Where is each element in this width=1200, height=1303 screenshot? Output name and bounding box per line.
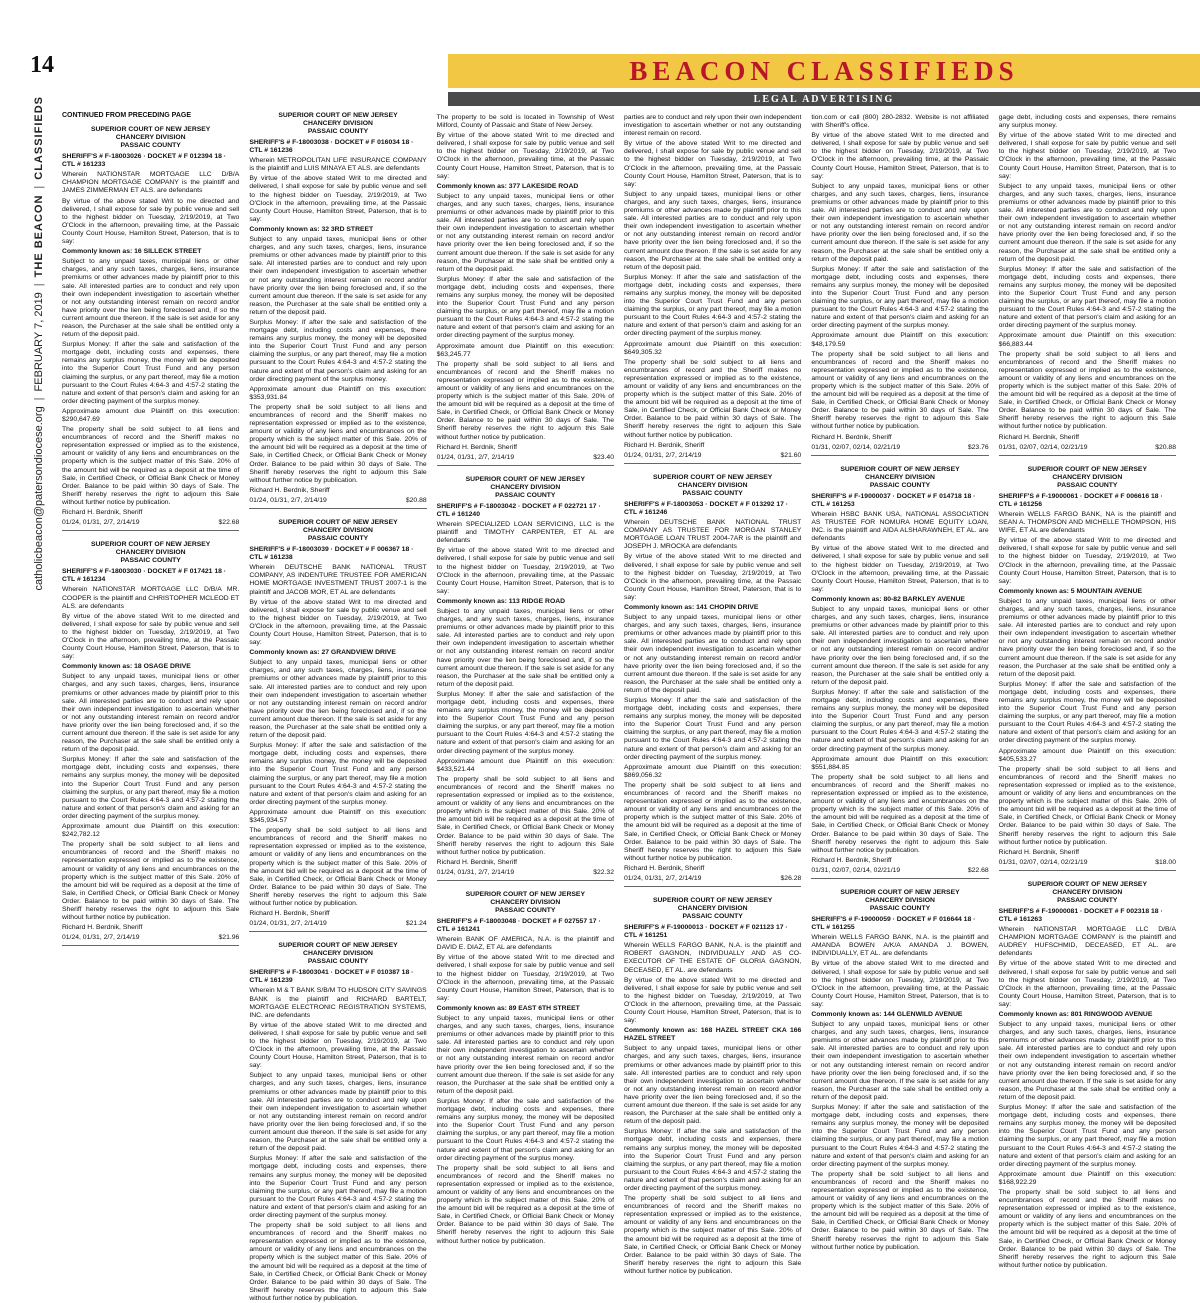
court-division: CHANCERY DIVISION [115,134,186,142]
amount-due: Approximate amount due Plaintiff on this execution: $353,931.84 [249,385,427,401]
publication-dates: 01/31, 02/07, 02/14, 02/21/19 [811,866,901,874]
sheriff-name: Richard H. Berdnik, Sheriff [436,443,517,451]
surplus-terms: Surplus Money: If after the sale and satisfaction of the mortgage debt, including costs and expenses, there remains any surplus money, the money will be deposited into the Superior Court Trust Fund and any person claiming the surplus, or any part thereof, may file a motion pursuant to the Court Rules 4:64-3 and 4:57-2 stating the nature and extent of that person's claim and asking for an order directing payment of the surplus money. [623,1128,802,1192]
sale-terms: By virtue of the above stated Writ to me directed and delivered, I shall expose for sale by public venue and sell to the highest bidder on Tuesday, 2/19/2019, at Two O'Clock in the afternoon, prevailing time, at the Passaic County Court House, Hamilton Street, Paterson, that is to say: [623,553,802,601]
notice-fee: $18.00 [1155,858,1176,866]
side-paper: THE BEACON [33,194,45,278]
sale-terms: By virtue of the above stated Writ to me directed and delivered, I shall expose for sale by public venue and sell to the highest bidder on Tuesday, 2/19/2019, at Two O'Clock in the afternoon, prevailing time, at the Passaic County Court House, Hamilton Street, Paterson, that is to say: [62,612,240,661]
surplus-terms: Surplus Money: If after the sale and satisfaction of the mortgage debt, including costs and expenses, there remains any surplus money, the money will be deposited into the Superior Court Trust Fund and any person claiming the surplus, or any part thereof, may file a motion pursuant to the Court Rules 4:64-3 and 4:57-2 stating the nature and extent of that person's claim and asking for an order directing payment of the surplus money. [998,680,1176,745]
court-name: SUPERIOR COURT OF NEW JERSEY [840,888,960,896]
court-name: SUPERIOR COURT OF NEW JERSEY [278,519,398,527]
legal-notice [249,112,426,509]
court-name: SUPERIOR COURT OF NEW JERSEY [652,473,773,481]
property-address: Commonly known as: 89 EAST 6TH STREET [436,1004,580,1012]
publication-dates: 01/24, 01/31, 2/7, 2/14/19 [62,934,140,942]
parties-text: Wherein WELLS FARGO BANK, NA is the plaintiff and SEAN A. THOMPSON AND MICHELLE THOMPSON, HIS WIFE, ET AL are defendants [998,510,1176,535]
section-bar [448,92,1200,106]
closing-terms: The property shall be sold subject to all liens and encumbrances of record and the Sheriff makes no representation expressed or implied as to the existence, amount or validity of any liens and encumbrances on the property which is the subject matter of this Sale. 20% of the amount bid will be required as a deposit at the time of Sale, in Certified Check, or Official Bank Check or Money Order. Balance to be paid within 30 days of Sale. The Sheriff hereby reserves the right to adjourn this Sale without further notice by publication. [249,403,427,484]
property-address: Commonly known as: 801 RINGWOOD AVENUE [998,1011,1153,1018]
sale-terms: By virtue of the above stated Writ to me directed and delivered, I shall expose for sale by public venue and sell to the highest bidder on Tuesday, 2/19/2019, at Two O'Clock in the afternoon, prevailing time, at the Passaic County Court House, Hamilton Street, Paterson, that is to say: [998,132,1176,180]
surplus-terms: Surplus Money: If after the sale and satisfaction of the mortgage debt, including costs and expenses, there remains any surplus money, the money will be deposited into the Superior Court Trust Fund and any person claiming the surplus, or any part thereof, may file a motion pursuant to the Court Rules 4:64-3 and 4:57-2 stating the nature and extent of that person's claim and asking for an order directing payment of the surplus money. [249,318,427,383]
property-address: Commonly known as: 5 MOUNTAIN AVENUE [998,587,1143,595]
surplus-terms: Surplus Money: If after the sale and satisfaction of the mortgage debt, including costs and expenses, there remains any surplus money, the money will be deposited into the Superior Court Trust Fund and any person claiming the surplus, or any part thereof, may file a motion pursuant to the Court Rules 4:64-3 and 4:57-2 stating the nature and extent of that person's claim and asking for an order directing payment of the surplus money. [249,742,427,806]
publication-dates: 01/24, 01/31, 2/7, 2/14/19 [249,496,327,504]
publication-dates: 01/24, 01/31, 2/7, 2/14/19 [623,874,702,882]
publication-line [437,454,614,462]
side-section: CLASSIFIEDS [33,96,45,180]
surplus-terms: Surplus Money: If after the sale and satisfaction of the mortgage debt, including costs and expenses, there remains any surplus money, the money will be deposited into the Superior Court Trust Fund and any person claiming the surplus, or any part thereof, may file a motion pursuant to the Court Rules 4:64-3 and 4:57-2 stating the nature and extent of that person's claim and asking for an order directing payment of the surplus money. [623,697,802,761]
publication-line [249,920,426,928]
subject-terms: Subject to any unpaid taxes, municipal liens or other charges, and any such taxes, charges, liens, insurance premiums or other advances made by plaintiff prior to this sale. All interested parties are to conduct and rely upon their own independent investigation to ascertain whether or not any outstanding interest remain on record and/or have priority over the lien being foreclosed and, if so the current amount due thereon. If the sale is set aside for any reason, the Purchaser at the sale shall be entitled only a return of the deposit paid. [62,673,240,754]
property-address: Commonly known as: 144 GLENWILD AVENUE [811,1011,963,1018]
court-county: PASSAIC COUNTY [120,557,181,565]
closing-terms: The property shall be sold subject to all liens and encumbrances of record and the Sheriff makes no representation expressed or implied as to the existence, amount or validity of any liens and encumbrances on the property which is the subject matter of this Sale. 20% of the amount bid will be required as a deposit at the time of Sale, in Certified Check, or Official Bank Check or Money Order. Balance to be paid within 30 days of Sale. The Sheriff hereby reserves the right to adjourn this Sale without further notice by publication. [436,1164,614,1245]
legal-notice [624,474,801,887]
legal-notice [811,114,988,456]
court-division: CHANCERY DIVISION [303,527,373,535]
closing-terms: The property shall be sold subject to all liens and encumbrances of record and the Sheriff makes no representation expressed or implied as to the existence, amount or validity of any liens and encumbrances on the property which is the subject matter of this Sale. 20% of the amount bid will be required as a deposit at the time of Sale, in Certified Check, or Official Bank Check or Money Order. Balance to be paid within 30 days of Sale. The Sheriff hereby reserves the right to adjourn this Sale without further notice by publication. [436,360,614,441]
subject-terms: Subject to any unpaid taxes, municipal liens or other charges, and any such taxes, charges, liens, insurance premiums or other advances made by plaintiff prior to this sale. All interested parties are to conduct and rely upon their own independent investigation to ascertain whether or not any outstanding interest remain on record and/or have priority over the lien being foreclosed and, if so the current amount due thereon. If the sale is set aside for any reason, the Purchaser at the sale shall be entitled only a return of the deposit paid. [811,605,989,686]
amount-due: Approximate amount due Plaintiff on this execution: $242,782.12 [62,823,240,839]
notice-divider [249,931,426,932]
legal-notice [437,891,614,1246]
subject-terms: Subject to any unpaid taxes, municipal liens or other charges, and any such taxes, charges, liens, insurance premiums or other advances made by plaintiff prior to this sale. All interested parties are to conduct and rely upon their own independent investigation to ascertain whether or not any outstanding interest remain on record and/or have priority over the lien being foreclosed and, if so the current amount due thereon. If the sale is set aside for any reason, the Purchaser at the sale shall be entitled only a return of the deposit paid. [249,659,427,740]
notice-divider [811,878,988,879]
sheriff-name: Richard H. Berdnik, Sheriff [436,858,517,866]
closing-terms: The property shall be sold subject to all liens and encumbrances of record and the Sheriff makes no representation expressed or implied as to the existence, amount or validity of any liens and encumbrances on the property which is the subject matter of this Sale. 20% of the amount bid will be required as a deposit at the time of Sale, in Certified Check, or Official Bank Check or Money Order. Balance to be paid within 30 days of Sale. The Sheriff hereby reserves the right to adjourn this Sale without further notice by publication. [249,1222,427,1302]
property-address: Commonly known as: 80-82 BARKLEY AVENUE [811,595,965,603]
closing-terms: The property shall be sold subject to all liens and encumbrances of record and the Sheriff makes no representation expressed or implied as to the existence, amount or validity of any liens and encumbrances on the property which is the subject matter of this Sale. 20% of the amount bid will be required as a deposit at the time of Sale, in Certified Check, or Official Bank Check or Money Order. Balance to be paid within 30 days of Sale. The Sheriff hereby reserves the right to adjourn this Sale without further notice by publication. [998,1188,1176,1269]
parties-text: Wherein BANK OF AMERICA, N.A. is the plaintiff and DAVID E. DIAZ, ET AL are defendants [436,936,614,952]
parties-text: Wherein DEUTSCHE BANK NATIONAL TRUST COMPANY AS TRUSTEE FOR MORGAN STANLEY MORTGAGE LOAN TRUST 2004-7AR is the plaintiff and JOSEPH J. MROCKA are defendants [623,519,802,551]
notice-divider [437,880,614,881]
subject-terms: Subject to any unpaid taxes, municipal liens or other charges, and any such taxes, charges, liens, insurance premiums or other advances made by plaintiff prior to this sale. All interested parties are to conduct and rely upon their own independent investigation to ascertain whether or not any outstanding interest remain on record and/or have priority over the lien being foreclosed and, if so the current amount due thereon. If the sale is set aside for any reason, the Purchaser at the sale shall be entitled only a return of the deposit paid. [998,182,1176,263]
legal-column [998,112,1176,1269]
docket-info: SHERIFF'S # F-18003039 · DOCKET # F 006367 18 · CTL # 161238 [249,546,414,562]
amount-due: Approximate amount due Plaintiff on this execution: $63,245.77 [436,342,614,358]
closing-terms: The property shall be sold subject to all liens and encumbrances of record and the Sheriff makes no representation expressed or implied as to the existence, amount or validity of any liens and encumbrances on the property which is the subject matter of this Sale. 20% of the amount bid will be required as a deposit at the time of Sale, in Certified Check, or Official Bank Check or Money Order. Balance to be paid within 30 days of Sale. The Sheriff hereby reserves the right to adjourn this Sale without further notice by publication. [811,773,989,854]
property-address: Commonly known as: 377 LAKESIDE ROAD [436,182,579,190]
subject-terms: Subject to any unpaid taxes, municipal liens or other charges, and any such taxes, charges, liens, insurance premiums or other advances made by plaintiff prior to this sale. All interested parties are to conduct and rely upon their own independent investigation to ascertain whether or not any outstanding interest remain on record and/or have priority over the lien being foreclosed and, if so the current amount due thereon. If the sale is set aside for any reason, the Purchaser at the sale shall be entitled only a return of the deposit paid. [623,614,802,694]
notice-fee: $23.40 [593,453,614,461]
notice-fee: $23.76 [967,443,989,451]
notice-divider [624,886,801,887]
court-name: SUPERIOR COURT OF NEW JERSEY [90,541,211,549]
legal-column [623,112,802,1275]
subject-terms: Subject to any unpaid taxes, municipal liens or other charges, and any such taxes, charges, liens, insurance premiums or other advances made by plaintiff prior to this sale. All interested parties are to conduct and rely upon their own independent investigation to ascertain whether or not any outstanding interest remain on record and/or have priority over the lien being foreclosed and, if so the current amount due thereon. If the sale is set aside for any reason, the Purchaser at the sale shall be entitled only a return of the deposit paid. [436,607,614,688]
parties-text: Wherein DEUTSCHE BANK NATIONAL TRUST COMPANY, AS INDENTURE TRUSTEE FOR AMERICAN HOME MORTGAGE INVESTMENT TRUST 2007-1 is the plaintiff and JACOB MOR, ET AL are defendants [249,564,427,596]
subject-terms: Subject to any unpaid taxes, municipal liens or other charges, and any such taxes, charges, liens, insurance premiums or other advances made by plaintiff prior to this sale. All interested parties are to conduct and rely upon their own independent investigation to ascertain whether or not any outstanding interest remain on record and/or have priority over the lien being foreclosed and, if so the current amount due thereon. If the sale is set aside for any reason, the Purchaser at the sale shall be entitled only a return of the deposit paid. [62,258,240,339]
publication-line [249,497,426,505]
court-division: CHANCERY DIVISION [303,950,373,958]
closing-terms: The property shall be sold subject to all liens and encumbrances of record and the Sheriff makes no representation expressed or implied as to the existence, amount or validity of any liens and encumbrances on the property which is the subject matter of this Sale. 20% of the amount bid will be required as a deposit at the time of Sale, in Certified Check, or Official Bank Check or Money Order. Balance to be paid within 30 days of Sale. The Sheriff hereby reserves the right to adjourn this Sale without further notice by publication. [62,841,240,922]
notice-fee: $22.68 [218,519,240,527]
legal-notice [811,466,988,879]
court-division: CHANCERY DIVISION [865,473,935,481]
closing-terms: The property shall be sold subject to all liens and encumbrances of record and the Sheriff makes no representation expressed or implied as to the existence, amount or validity of any liens and encumbrances on the property which is the subject matter of this Sale. 20% of the amount bid will be required as a deposit at the time of Sale, in Certified Check, or Official Bank Check or Money Order. Balance to be paid within 30 days of Sale. The Sheriff hereby reserves the right to adjourn this Sale without further notice by publication. [249,827,427,907]
subject-terms: Subject to any unpaid taxes, municipal liens or other charges, and any such taxes, charges, liens, insurance premiums or other advances made by plaintiff prior to this sale. All interested parties are to conduct and rely upon their own independent investigation to ascertain whether or not any outstanding interest remain on record and/or have priority over the lien being foreclosed and, if so the current amount due thereon. If the sale is set aside for any reason, the Purchaser at the sale shall be entitled only a return of the deposit paid. [811,1021,989,1101]
subject-terms: Subject to any unpaid taxes, municipal liens or other charges, and any such taxes, charges, liens, insurance premiums or other advances made by plaintiff prior to this sale. All interested parties are to conduct and rely upon their own independent investigation to ascertain whether or not any outstanding interest remain on record and/or have priority over the lien being foreclosed and, if so the current amount due thereon. If the sale is set aside for any reason, the Purchaser at the sale shall be entitled only a return of the deposit paid. [249,236,427,316]
publication-dates: 01/24, 01/31, 2/7, 2/14/19 [436,868,515,876]
docket-info: SHERIFF'S # F-19000013 · DOCKET # F 021123 17 · CTL # 161251 [623,924,788,940]
property-address: Commonly known as: 16 SILLECK STREET [62,248,202,256]
legal-columns [62,112,1176,1302]
publication-line [437,869,614,877]
court-county: PASSAIC COUNTY [1057,481,1118,489]
sale-terms: By virtue of the above stated Writ to me directed and delivered, I shall expose for sale by public venue and sell to the highest bidder on Tuesday, 2/19/2019, at Two O'Clock in the afternoon, prevailing time, at the Passaic County Court House, Hamilton Street, Paterson, that is to say: [811,960,989,1008]
docket-info: SHERIFF'S # F-19000037 · DOCKET # F 014718 18 · CTL # 161253 [811,492,976,508]
docket-info: SHERIFF'S # F-19000059 · DOCKET # F 016644 18 · CTL # 161255 [811,915,976,932]
surplus-terms: Surplus Money: If after the sale and satisfaction of the mortgage debt, including costs and expenses, there remains any surplus money, the money will be deposited into the Superior Court Trust Fund and any person claiming the surplus, or any part thereof, may file a motion pursuant to the Court Rules 4:64-3 and 4:57-2 stating the nature and extent of that person's claim and asking for an order directing payment of the surplus money. [623,273,802,338]
sale-terms: By virtue of the above stated Writ to me directed and delivered, I shall expose for sale by public venue and sell to the highest bidder on Tuesday, 2/19/2019, at Two O'Clock in the afternoon, prevailing time, at the Passaic County Court House, Hamilton Street, Paterson, that is to say: [811,545,989,593]
closing-terms: The property shall be sold subject to all liens and encumbrances of record and the Sheriff makes no representation expressed or implied as to the existence, amount or validity of any liens and encumbrances on the property which is the subject matter of this Sale. 20% of the amount bid will be required as a deposit at the time of Sale, in Certified Check, or Official Bank Check or Money Order. Balance to be paid within 30 days of Sale. The Sheriff hereby reserves the right to adjourn this Sale without further notice by publication. [623,1195,802,1275]
surplus-terms: Surplus Money: If after the sale and satisfaction of the mortgage debt, including costs and expenses, there remains any surplus money, the money will be deposited into the Superior Court Trust Fund and any person claiming the surplus, or any part thereof, may file a motion pursuant to the Court Rules 4:64-3 and 4:57-2 stating the nature and extent of that person's claim and asking for an order directing payment of the surplus money. [811,265,989,330]
parties-text: parties are to conduct and rely upon their own independent investigation to ascertain whether or not any outstanding interest remain on record. [623,114,802,138]
surplus-terms: Surplus Money: If after the sale and satisfaction of the mortgage debt, including costs and expenses, there remains any surplus money, the money will be deposited into the Superior Court Trust Fund and any person claiming the surplus, or any part thereof, may file a motion pursuant to the Court Rules 4:64-3 and 4:57-2 stating the nature and extent of that person's claim and asking for an order directing payment of the surplus money. [811,688,989,753]
parties-text: Wherein HSBC BANK USA, NATIONAL ASSOCIATION AS TRUSTEE FOR NOMURA HOME EQUITY LOAN, INC. is the plaintiff and AIDA ALSHARAWNEH, ET AL. are defendants [811,510,989,543]
sale-terms: By virtue of the above stated Writ to me directed and delivered, I shall expose for sale by public venue and sell to the highest bidder on Tuesday, 2/19/2019, at Two O'Clock in the afternoon, prevailing time, at the Passaic County Court House, Hamilton Street, Paterson, that is to say: [62,197,240,246]
publication-line [624,452,801,460]
docket-info: SHERIFF'S # F-19000081 · DOCKET # F 002318 18 · CTL # 161263 [998,907,1163,923]
court-name: SUPERIOR COURT OF NEW JERSEY [465,890,585,898]
amount-due: Approximate amount due Plaintiff on this execution: $551,884.85 [811,755,989,771]
notice-divider [62,945,239,946]
parties-text: Wherein METROPOLITAN LIFE INSURANCE COMPANY is the plaintiff and LUIS MINAYA ET ALS. are defendants [249,157,427,173]
subject-terms: Subject to any unpaid taxes, municipal liens or other charges, and any such taxes, charges, liens, insurance premiums or other advances made by plaintiff prior to this sale. All interested parties are to conduct and rely upon their own independent investigation to ascertain whether or not any outstanding interest remain on record and/or have priority over the lien being foreclosed and, if so the current amount due thereon. If the sale is set aside for any reason, the Purchaser at the sale shall be entitled only a return of the deposit paid. [436,192,614,273]
sheriff-name: Richard H. Berdnik, Sheriff [998,433,1079,441]
legal-column [811,112,988,1256]
publication-dates: 01/31, 02/07, 02/14, 02/21/19 [998,443,1088,451]
parties-text: Wherein M & T BANK S/B/M TO HUDSON CITY SAVINGS BANK is the plaintiff and RICHARD BARTELT, MORTGAGE ELECTRONIC REGISTRATION SYSTEMS, INC. are defendants [249,987,427,1019]
notice-fee: $26.28 [780,874,802,882]
closing-terms: The property shall be sold subject to all liens and encumbrances of record and the Sheriff makes no representation expressed or implied as to the existence, amount or validity of any liens and encumbrances on the property which is the subject matter of this Sale. 20% of the amount bid will be required as a deposit at the time of Sale, in Certified Check, or Official Bank Check or Money Order. Balance to be paid within 30 days of Sale. The Sheriff hereby reserves the right to adjourn this Sale without further notice by publication. [436,775,614,856]
sheriff-name: Richard H. Berdnik, Sheriff [249,486,330,494]
court-division: CHANCERY DIVISION [1052,473,1123,481]
court-name: SUPERIOR COURT OF NEW JERSEY [90,126,211,134]
amount-due: Approximate amount due Plaintiff on this execution: $66,883.44 [998,332,1176,348]
sale-terms: By virtue of the above stated Writ to me directed and delivered, I shall expose for sale by public venue and sell to the highest bidder on Tuesday, 2/19/2019, at Two O'Clock in the afternoon, prevailing time, at the Passaic County Court House, Hamilton Street, Paterson, that is to say: [249,175,427,223]
publication-line [811,867,988,875]
court-county: PASSAIC COUNTY [682,489,743,497]
court-name: SUPERIOR COURT OF NEW JERSEY [1027,880,1147,888]
side-email: catholicbeacon@patersondiocese.org [33,406,45,591]
legal-notice [249,942,426,1303]
publication-line [999,444,1176,452]
amount-due: Approximate amount due Plaintiff on this execution: $290,647.69 [62,407,240,423]
court-name: SUPERIOR COURT OF NEW JERSEY [278,942,398,950]
sheriff-name: Richard H. Berdnik, Sheriff [811,433,892,441]
surplus-terms: Surplus Money: If after the sale and satisfaction of the mortgage debt, including costs and expenses, there remains any surplus money, the money will be deposited into the Superior Court Trust Fund and any person claiming the surplus, or any part thereof, may file a motion pursuant to the Court Rules 4:64-3 and 4:57-2 stating the nature and extent of that person's claim and asking for an order directing payment of the surplus money. [62,756,240,820]
parties-text: Wherein NATIONSTAR MORTGAGE LLC D/B/A MR. COOPER is the plaintiff and CHRISTOPHER MCLEOD ET ALS. are defendants [62,586,240,610]
sale-terms: By virtue of the above stated Writ to me directed and delivered, I shall expose for sale by public venue and sell to the highest bidder on Tuesday, 2/19/2019, at Two O'Clock in the afternoon, prevailing time, at the Passaic County Court House, Hamilton Street, Paterson, that is to say: [436,132,614,180]
court-division: CHANCERY DIVISION [677,905,748,913]
property-address: Commonly known as: 168 HAZEL STREET CKA 166 HAZEL STREET [623,1027,802,1043]
court-name: SUPERIOR COURT OF NEW JERSEY [652,897,773,905]
subject-terms: Subject to any unpaid taxes, municipal liens or other charges, and any such taxes, charges, liens, insurance premiums or other advances made by plaintiff prior to this sale. All interested parties are to conduct and rely upon their own independent investigation to ascertain whether or not any outstanding interest remain on record and/or have priority over the lien being foreclosed and, if so the current amount due thereon. If the sale is set aside for any reason, the Purchaser at the sale shall be entitled only a return of the deposit paid. [436,1015,614,1095]
subject-terms: Subject to any unpaid taxes, municipal liens or other charges, and any such taxes, charges, liens, insurance premiums or other advances made by plaintiff prior to this sale. All interested parties are to conduct and rely upon their own independent investigation to ascertain whether or not any outstanding interest remain on record and/or have priority over the lien being foreclosed and, if so the current amount due thereon. If the sale is set aside for any reason, the Purchaser at the sale shall be entitled only a return of the deposit paid. [811,182,989,263]
court-county: PASSAIC COUNTY [495,906,556,914]
publication-line [62,934,239,942]
court-division: CHANCERY DIVISION [115,549,186,557]
legal-notice [437,476,614,881]
notice-divider [62,530,239,531]
parties-text: gage debt, including costs and expenses, there remains any surplus money. [998,114,1176,130]
sale-terms: By virtue of the above stated Writ to me directed and delivered, I shall expose for sale by public venue and sell to the highest bidder on Tuesday, 2/19/2019, at Two O'Clock in the afternoon, prevailing time, at the Passaic County Court House, Hamilton Street, Paterson, that is to say: [249,598,427,647]
parties-text: tion.com or call (800) 280-2832. Website is not affiliated with Sheriff's office. [811,114,989,130]
legal-notice [999,466,1176,871]
publication-dates: 01/24, 01/31, 2/7, 2/14/19 [62,519,140,527]
court-division: CHANCERY DIVISION [677,481,748,489]
side-date: FEBRUARY 7, 2019 [33,292,45,392]
amount-due: Approximate amount due Plaintiff on this execution: $649,305.32 [623,340,802,356]
legal-column [62,112,239,1256]
property-address: Commonly known as: 27 GRANDVIEW DRIVE [249,649,396,657]
notice-fee: $21.60 [780,451,802,459]
publication-dates: 01/24, 01/31, 2/7, 2/14/19 [623,451,702,459]
parties-text: Wherein WELLS FARGO BANK, N.A. is the plaintiff and AMANDA BOWEN A/K/A AMANDA J. BOWEN, INDIVIDUALLY, ET AL. are defendants [811,934,989,958]
surplus-terms: Surplus Money: If after the sale and satisfaction of the mortgage debt, including costs and expenses, there remains any surplus money, the money will be deposited into the Superior Court Trust Fund and any person claiming the surplus, or any part thereof, may file a motion pursuant to the Court Rules 4:64-3 and 4:57-2 stating the nature and extent of that person's claim and asking for an order directing payment of the surplus money. [811,1104,989,1168]
subject-terms: Subject to any unpaid taxes, municipal liens or other charges, and any such taxes, charges, liens, insurance premiums or other advances made by plaintiff prior to this sale. All interested parties are to conduct and rely upon their own independent investigation to ascertain whether or not any outstanding interest remain on record and/or have priority over the lien being foreclosed and, if so the current amount due thereon. If the sale is set aside for any reason, the Purchaser at the sale shall be entitled only a return of the deposit paid. [998,597,1176,678]
publication-dates: 01/24, 01/31, 2/7, 2/14/19 [249,920,327,928]
sale-terms: By virtue of the above stated Writ to me directed and delivered, I shall expose for sale by public venue and sell to the highest bidder on Tuesday, 2/19/2019, at Two O'Clock in the afternoon, prevailing time, at the Passaic County Court House, Hamilton Street, Paterson, that is to say: [998,960,1176,1008]
notice-fee: $21.96 [218,934,240,942]
sheriff-name: Richard H. Berdnik, Sheriff [62,509,143,517]
notice-divider [999,455,1176,456]
sale-terms: By virtue of the above stated Writ to me directed and delivered, I shall expose for sale by public venue and sell to the highest bidder on Tuesday, 2/19/2019, at Two O'Clock in the afternoon, prevailing time, at the Passaic County Court House, Hamilton Street, Paterson, that is to say: [623,140,802,188]
publication-line [62,519,239,527]
legal-notice [624,114,801,464]
legal-notice [62,126,239,531]
court-county: PASSAIC COUNTY [869,904,931,912]
surplus-terms: Surplus Money: If after the sale and satisfaction of the mortgage debt, including costs and expenses, there remains any surplus money, the money will be deposited into the Superior Court Trust Fund and any person claiming the surplus, or any part thereof, may file a motion pursuant to the Court Rules 4:64-3 and 4:57-2 stating the nature and extent of that person's claim and asking for an order directing payment of the surplus money. [436,275,614,340]
docket-info: SHERIFF'S # F-18003030 · DOCKET # F 017421 18 · CTL # 161234 [62,568,227,584]
subject-terms: Subject to any unpaid taxes, municipal liens or other charges, and any such taxes, charges, liens, insurance premiums or other advances made by plaintiff prior to this sale. All interested parties are to conduct and rely upon their own independent investigation to ascertain whether or not any outstanding interest remain on record and/or have priority over the lien being foreclosed and, if so the current amount due thereon. If the sale is set aside for any reason, the Purchaser at the sale shall be entitled only a return of the deposit paid. [998,1021,1176,1101]
sale-terms: By virtue of the above stated Writ to me directed and delivered, I shall expose for sale by public venue and sell to the highest bidder on Tuesday, 2/19/2019, at Two O'Clock in the afternoon, prevailing time, at the Passaic County Court House, Hamilton Street, Paterson, that is to say: [998,537,1176,585]
court-name: SUPERIOR COURT OF NEW JERSEY [278,112,398,119]
court-county: PASSAIC COUNTY [307,535,369,543]
sale-terms: By virtue of the above stated Writ to me directed and delivered, I shall expose for sale by public venue and sell to the highest bidder on Tuesday, 2/19/2019, at Two O'Clock in the afternoon, prevailing time, at the Passaic County Court House, Hamilton Street, Paterson, that is to say: [436,954,614,1002]
surplus-terms: Surplus Money: If after the sale and satisfaction of the mortgage debt, including costs and expenses, there remains any surplus money, the money will be deposited into the Superior Court Trust Fund and any person claiming the surplus, or any part thereof, may file a motion pursuant to the Court Rules 4:64-3 and 4:57-2 stating the nature and extent of that person's claim and asking for an order directing payment of the surplus money. [998,1104,1176,1168]
sheriff-name: Richard H. Berdnik, Sheriff [623,864,705,872]
court-county: PASSAIC COUNTY [869,481,931,489]
legal-notice [437,114,614,466]
parties-text: Wherein WELLS FARGO BANK, N.A. is the plaintiff and ROBERT GAGNON, INDIVIDUALLY AND AS CO-EXECUTOR OF THE ESTATE OF GLORIA GAGNON, DECEASED, ET AL. are defendants [623,942,802,974]
court-name: SUPERIOR COURT OF NEW JERSEY [1027,465,1147,473]
sale-terms: By virtue of the above stated Writ to me directed and delivered, I shall expose for sale by public venue and sell to the highest bidder on Tuesday, 2/19/2019, at Two O'Clock in the afternoon, prevailing time, at the Passaic County Court House, Hamilton Street, Paterson, that is to say: [249,1021,427,1070]
docket-info: SHERIFF'S # F-18003053 · DOCKET # F 013292 17 · CTL # 161246 [623,500,789,516]
amount-due: Approximate amount due Plaintiff on this execution: $869,056.32 [623,763,802,779]
property-address: Commonly known as: 141 CHOPIN DRIVE [623,603,759,611]
property-address: Commonly known as: 18 OSAGE DRIVE [62,663,191,671]
docket-info: SHERIFF'S # F-18003026 · DOCKET # F 012394 18 · CTL # 161233 [62,153,227,169]
page-number: 14 [30,52,54,78]
closing-terms: The property shall be sold subject to all liens and encumbrances of record and the Sheriff makes no representation expressed or implied as to the existence, amount or validity of any liens and encumbrances on the property which is the subject matter of this Sale. 20% of the amount bid will be required as a deposit at the time of Sale, in Certified Check, or Official Bank Check or Money Order. Balance to be paid within 30 days of Sale. The Sheriff hereby reserves the right to adjourn this Sale without further notice by publication. [998,350,1176,431]
docket-info: SHERIFF'S # F-18003048 · DOCKET # F 027557 17 · CTL # 161241 [436,917,601,934]
amount-due: Approximate amount due Plaintiff on this execution: $345,934.57 [249,808,427,825]
docket-info: SHERIFF'S # F-18003042 · DOCKET # F 022721 17 · CTL # 161240 [436,502,601,518]
docket-info: SHERIFF'S # F-18003038 · DOCKET # F 016034 18 · CTL # 161236 [249,139,414,155]
publication-line [811,444,988,452]
notice-fee: $22.68 [967,866,989,874]
court-county: PASSAIC COUNTY [120,142,181,150]
publication-line [624,875,801,883]
continued-label: CONTINUED FROM PRECEDING PAGE [62,112,191,119]
amount-due: Approximate amount due Plaintiff on this execution: $405,533.27 [998,747,1176,763]
side-strip: CLASSIFIEDS | THE BEACON | FEBRUARY 7, 2019 | catholicbeacon@patersondiocese.org [28,96,50,516]
notice-divider [811,455,988,456]
sale-terms: By virtue of the above stated Writ to me directed and delivered, I shall expose for sale by public venue and sell to the highest bidder on Tuesday, 2/19/2019, at Two O'Clock in the afternoon, prevailing time, at the Passaic County Court House, Hamilton Street, Paterson, that is to say: [623,976,802,1025]
subject-terms: Subject to any unpaid taxes, municipal liens or other charges, and any such taxes, charges, liens, insurance premiums or other advances made by plaintiff prior to this sale. All interested parties are to conduct and rely upon their own independent investigation to ascertain whether or not any outstanding interest remain on record and/or have priority over the lien being foreclosed and, if so the current amount due thereon. If the sale is set aside for any reason, the Purchaser at the sale shall be entitled only a return of the deposit paid. [249,1072,427,1153]
court-division: CHANCERY DIVISION [490,898,561,906]
sheriff-name: Richard H. Berdnik, Sheriff [811,856,892,864]
legal-notice [624,897,801,1276]
closing-terms: The property shall be sold subject to all liens and encumbrances of record and the Sheriff makes no representation expressed or implied as to the existence, amount or validity of any liens and encumbrances on the property which is the subject matter of this Sale. 20% of the amount bid will be required as a deposit at the time of Sale, in Certified Check, or Official Bank Check or Money Order. Balance to be paid within 30 days of Sale. The Sheriff hereby reserves the right to adjourn this Sale without further notice by publication. [811,1170,989,1251]
court-county: PASSAIC COUNTY [307,128,369,135]
legal-notice [811,889,988,1252]
legal-column [437,112,614,1256]
closing-terms: The property shall be sold subject to all liens and encumbrances of record and the Sheriff makes no representation expressed or implied as to the existence, amount or validity of any liens and encumbrances on the property which is the subject matter of this Sale. 20% of the amount bid will be required as a deposit at the time of Sale, in Certified Check, or Official Bank Check or Money Order. Balance to be paid within 30 days of Sale. The Sheriff hereby reserves the right to adjourn this Sale without further notice by publication. [623,781,802,862]
court-name: SUPERIOR COURT OF NEW JERSEY [465,475,585,483]
docket-info: SHERIFF'S # F-18003041 · DOCKET # F 010387 18 · CTL # 161239 [249,969,414,985]
surplus-terms: Surplus Money: If after the sale and satisfaction of the mortgage debt, including costs and expenses, there remains any surplus money, the money will be deposited into the Superior Court Trust Fund and any person claiming the surplus, or any part thereof, may file a motion pursuant to the Court Rules 4:64-3 and 4:57-2 stating the nature and extent of that person's claim and asking for an order directing payment of the surplus money. [249,1155,427,1219]
court-name: SUPERIOR COURT OF NEW JERSEY [840,465,960,473]
court-county: PASSAIC COUNTY [307,958,369,966]
amount-due: Approximate amount due Plaintiff on this execution: $48,179.59 [811,332,989,348]
property-address: Commonly known as: 32 3RD STREET [249,225,374,233]
surplus-terms: Surplus Money: If after the sale and satisfaction of the mortgage debt, including costs and expenses, there remains any surplus money, the money will be deposited into the Superior Court Trust Fund and any person claiming the surplus, or any part thereof, may file a motion pursuant to the Court Rules 4:64-3 and 4:57-2 stating the nature and extent of that person's claim and asking for an order directing payment of the surplus money. [436,690,614,755]
notice-fee: $20.88 [405,496,427,504]
docket-info: SHERIFF'S # F-19000061 · DOCKET # F 006616 18 · CTL # 161256 [998,492,1163,508]
surplus-terms: Surplus Money: If after the sale and satisfaction of the mortgage debt, including costs and expenses, there remains any surplus money, the money will be deposited into the Superior Court Trust Fund and any person claiming the surplus, or any part thereof, may file a motion pursuant to the Court Rules 4:64-3 and 4:57-2 stating the nature and extent of that person's claim and asking for an order directing payment of the surplus money. [62,341,240,405]
masthead-title: BEACON CLASSIFIEDS [629,55,1019,86]
closing-terms: The property shall be sold subject to all liens and encumbrances of record and the Sheriff makes no representation expressed or implied as to the existence, amount or validity of any liens and encumbrances on the property which is the subject matter of this Sale. 20% of the amount bid will be required as a deposit at the time of Sale, in Certified Check, or Official Bank Check or Money Order. Balance to be paid within 30 days of Sale. The Sheriff hereby reserves the right to adjourn this Sale without further notice by publication. [62,426,240,506]
legal-notice [62,541,239,946]
notice-divider [624,463,801,464]
court-county: PASSAIC COUNTY [682,913,743,921]
section-title: LEGAL ADVERTISING [753,93,895,105]
notice-divider [999,870,1176,871]
surplus-terms: Surplus Money: If after the sale and satisfaction of the mortgage debt, including costs and expenses, there remains any surplus money, the money will be deposited into the Superior Court Trust Fund and any person claiming the surplus, or any part thereof, may file a motion pursuant to the Court Rules 4:64-3 and 4:57-2 stating the nature and extent of that person's claim and asking for an order directing payment of the surplus money. [998,265,1176,330]
surplus-terms: Surplus Money: If after the sale and satisfaction of the mortgage debt, including costs and expenses, there remains any surplus money, the money will be deposited into the Superior Court Trust Fund and any person claiming the surplus, or any part thereof, may file a motion pursuant to the Court Rules 4:64-3 and 4:57-2 stating the nature and extent of that person's claim and asking for an order directing payment of the surplus money. [436,1097,614,1162]
sale-terms: By virtue of the above stated Writ to me directed and delivered, I shall expose for sale by public venue and sell to the highest bidder on Tuesday, 2/19/2019, at Two O'Clock in the afternoon, prevailing time, at the Passaic County Court House, Hamilton Street, Paterson, that is to say: [436,547,614,595]
parties-text: Wherein SPECIALIZED LOAN SERVICING, LLC is the plaintiff and TIMOTHY CARPENTER, ET AL are defendants [436,521,614,545]
legal-notice [999,114,1176,456]
legal-column [249,112,427,1302]
subject-terms: Subject to any unpaid taxes, municipal liens or other charges, and any such taxes, charges, liens, insurance premiums or other advances made by plaintiff prior to this sale. All interested parties are to conduct and rely upon their own independent investigation to ascertain whether or not any outstanding interest remain on record and/or have priority over the lien being foreclosed and, if so the current amount due thereon. If the sale is set aside for any reason, the Purchaser at the sale shall be entitled only a return of the deposit paid. [623,190,802,271]
property-address: Commonly known as: 113 RIDGE ROAD [436,597,566,605]
legal-notice [999,881,1176,1270]
parties-text: Wherein NATIONSTAR MORTGAGE LLC D/B/A CHAMPION MORTGAGE COMPANY is the plaintiff and AUDREY HUFSCHMID, DECEASED, ET AL. are defendants [998,926,1176,958]
parties-text: Wherein NATIONSTAR MORTGAGE LLC D/B/A CHAMPION MORTGAGE COMPANY is the plaintiff and JAMES ZIMMERMAN ET ALS. are defendants [62,171,240,195]
court-division: CHANCERY DIVISION [1052,888,1123,896]
legal-notice [249,519,426,932]
publication-dates: 01/31, 02/07, 02/14, 02/21/19 [998,858,1088,866]
notice-divider [437,465,614,466]
amount-due: Approximate amount due Plaintiff on this execution: $433,521.44 [436,757,614,773]
sheriff-name: Richard H. Berdnik, Sheriff [249,910,330,918]
court-division: CHANCERY DIVISION [865,896,935,904]
notice-fee: $20.88 [1155,443,1176,451]
closing-terms: The property shall be sold subject to all liens and encumbrances of record and the Sheriff makes no representation expressed or implied as to the existence, amount or validity of any liens and encumbrances on the property which is the subject matter of this Sale. 20% of the amount bid will be required as a deposit at the time of Sale, in Certified Check, or Official Bank Check or Money Order. Balance to be paid within 30 days of Sale. The Sheriff hereby reserves the right to adjourn this Sale without further notice by publication. [623,358,802,439]
court-division: CHANCERY DIVISION [490,483,561,491]
court-county: PASSAIC COUNTY [1057,896,1118,904]
closing-terms: The property shall be sold subject to all liens and encumbrances of record and the Sheriff makes no representation expressed or implied as to the existence, amount or validity of any liens and encumbrances on the property which is the subject matter of this Sale. 20% of the amount bid will be required as a deposit at the time of Sale, in Certified Check, or Official Bank Check or Money Order. Balance to be paid within 30 days of Sale. The Sheriff hereby reserves the right to adjourn this Sale without further notice by publication. [811,350,989,431]
notice-fee: $22.32 [593,868,614,876]
subject-terms: Subject to any unpaid taxes, municipal liens or other charges, and any such taxes, charges, liens, insurance premiums or other advances made by plaintiff prior to this sale. All interested parties are to conduct and rely upon their own independent investigation to ascertain whether or not any outstanding interest remain on record and/or have priority over the lien being foreclosed and, if so the current amount due thereon. If the sale is set aside for any reason, the Purchaser at the sale shall be entitled only a return of the deposit paid. [623,1045,802,1126]
sheriff-name: Richard H. Berdnik, Sheriff [998,848,1079,856]
publication-dates: 01/24, 01/31, 2/7, 2/14/19 [436,453,515,461]
sheriff-name: Richard H. Berdnik, Sheriff [62,924,143,932]
closing-terms: The property shall be sold subject to all liens and encumbrances of record and the Sheriff makes no representation expressed or implied as to the existence, amount or validity of any liens and encumbrances on the property which is the subject matter of this Sale. 20% of the amount bid will be required as a deposit at the time of Sale, in Certified Check, or Official Bank Check or Money Order. Balance to be paid within 30 days of Sale. The Sheriff hereby reserves the right to adjourn this Sale without further notice by publication. [998,765,1176,846]
sheriff-name: Richard H. Berdnik, Sheriff [623,441,705,449]
publication-dates: 01/31, 02/07, 02/14, 02/21/19 [811,443,901,451]
court-county: PASSAIC COUNTY [495,491,556,499]
sale-terms: By virtue of the above stated Writ to me directed and delivered, I shall expose for sale by public venue and sell to the highest bidder on Tuesday, 2/19/2019, at Two O'Clock in the afternoon, prevailing time, at the Passaic County Court House, Hamilton Street, Paterson, that is to say: [811,132,989,180]
amount-due: Approximate amount due Plaintiff on this execution: $168,922.29 [998,1170,1176,1186]
notice-fee: $21.24 [405,920,427,928]
court-division: CHANCERY DIVISION [303,120,373,127]
masthead-banner [448,54,1200,88]
parties-text: The property to be sold is located in Township of West Milford, County of Passaic and State of New Jersey. [436,114,614,130]
publication-line [999,859,1176,867]
notice-divider [249,508,426,509]
